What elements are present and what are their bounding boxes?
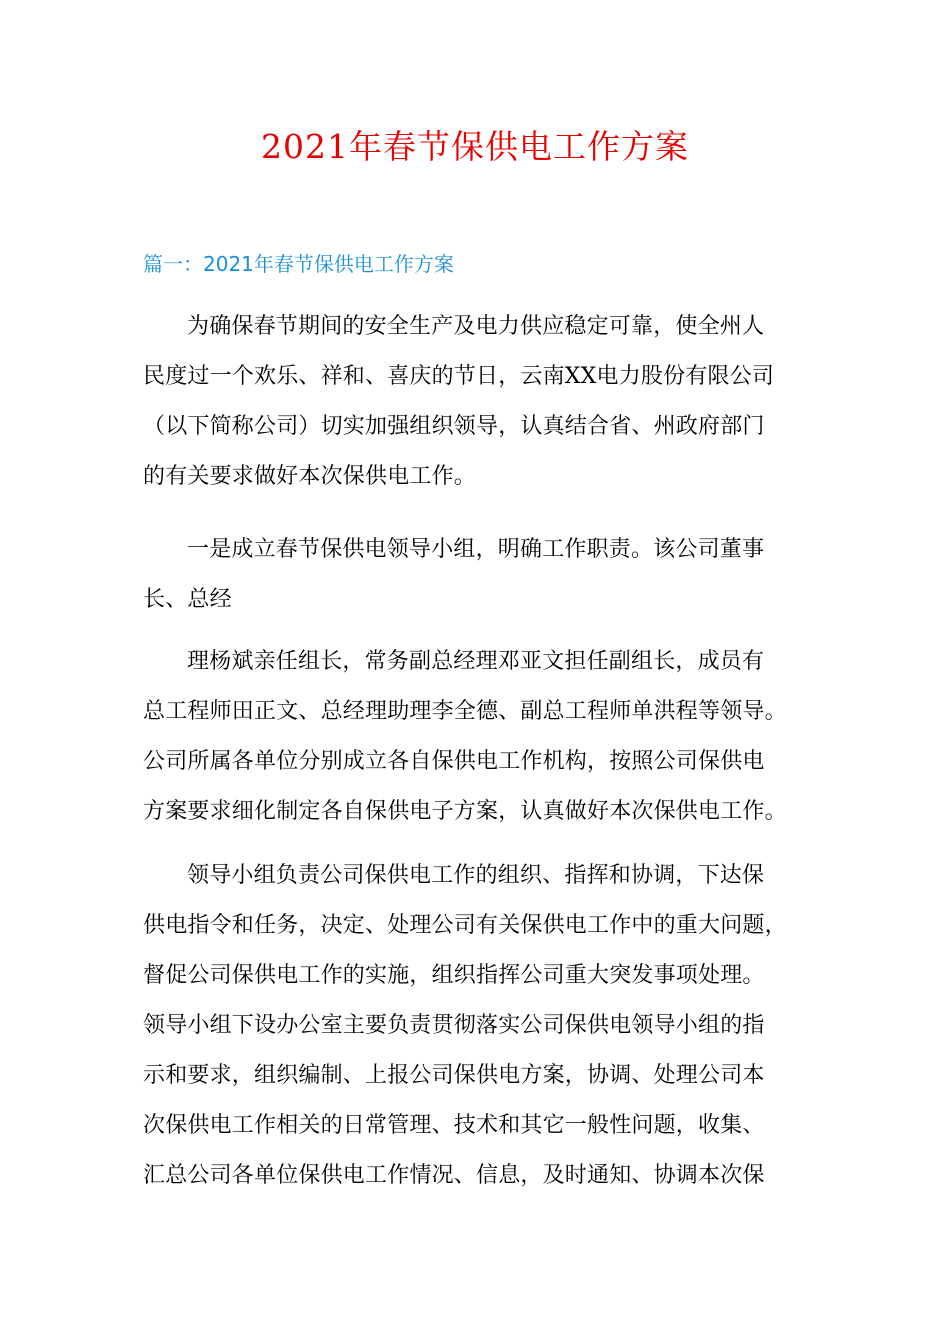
paragraph-line: 方案要求细化制定各自保供电子方案，认真做好本次保供电工作。 [143,799,787,824]
paragraph-line: 督促公司保供电工作的实施，组织指挥公司重大突发事项处理。 [143,963,765,988]
paragraph-line: 示和要求，组织编制、上报公司保供电方案，协调、处理公司本 [143,1063,765,1088]
document-title: 2021年春节保供电工作方案 [261,127,689,166]
paragraph-line: 领导小组下设办公室主要负责贯彻落实公司保供电领导小组的指 [143,1013,765,1038]
paragraph-line: 汇总公司各单位保供电工作情况、信息，及时通知、协调本次保 [143,1163,765,1188]
paragraph-line: 长、总经 [143,587,232,612]
paragraph-line: 为确保春节期间的安全生产及电力供应稳定可靠，使全州人 [187,314,765,339]
paragraph-1 [143,302,811,502]
paragraph-line: 公司所属各单位分别成立各自保供电工作机构，按照公司保供电 [143,749,765,774]
paragraph-line: 理杨斌亲任组长，常务副总经理邓亚文担任副组长，成员有 [187,649,765,674]
paragraph-2 [143,525,811,625]
paragraph-line: 供电指令和任务，决定、处理公司有关保供电工作中的重大问题， [143,913,787,938]
paragraph-3 [143,637,811,837]
paragraph-4 [143,851,811,1201]
paragraph-line: （以下简称公司）切实加强组织领导，认真结合省、州政府部门 [143,414,765,439]
paragraph-line: 的有关要求做好本次保供电工作。 [143,464,477,489]
paragraph-line: 一是成立春节保供电领导小组，明确工作职责。该公司董事 [187,537,765,562]
paragraph-line: 民度过一个欢乐、祥和、喜庆的节日，云南XX电力股份有限公司 [143,364,775,389]
paragraph-line: 领导小组负责公司保供电工作的组织、指挥和协调，下达保 [187,863,765,888]
paragraph-line: 次保供电工作相关的日常管理、技术和其它一般性问题，收集、 [143,1113,765,1138]
paragraph-line: 总工程师田正文、总经理助理李全德、副总工程师单洪程等领导。 [143,699,787,724]
section-heading: 篇一：2021年春节保供电工作方案 [143,252,454,276]
